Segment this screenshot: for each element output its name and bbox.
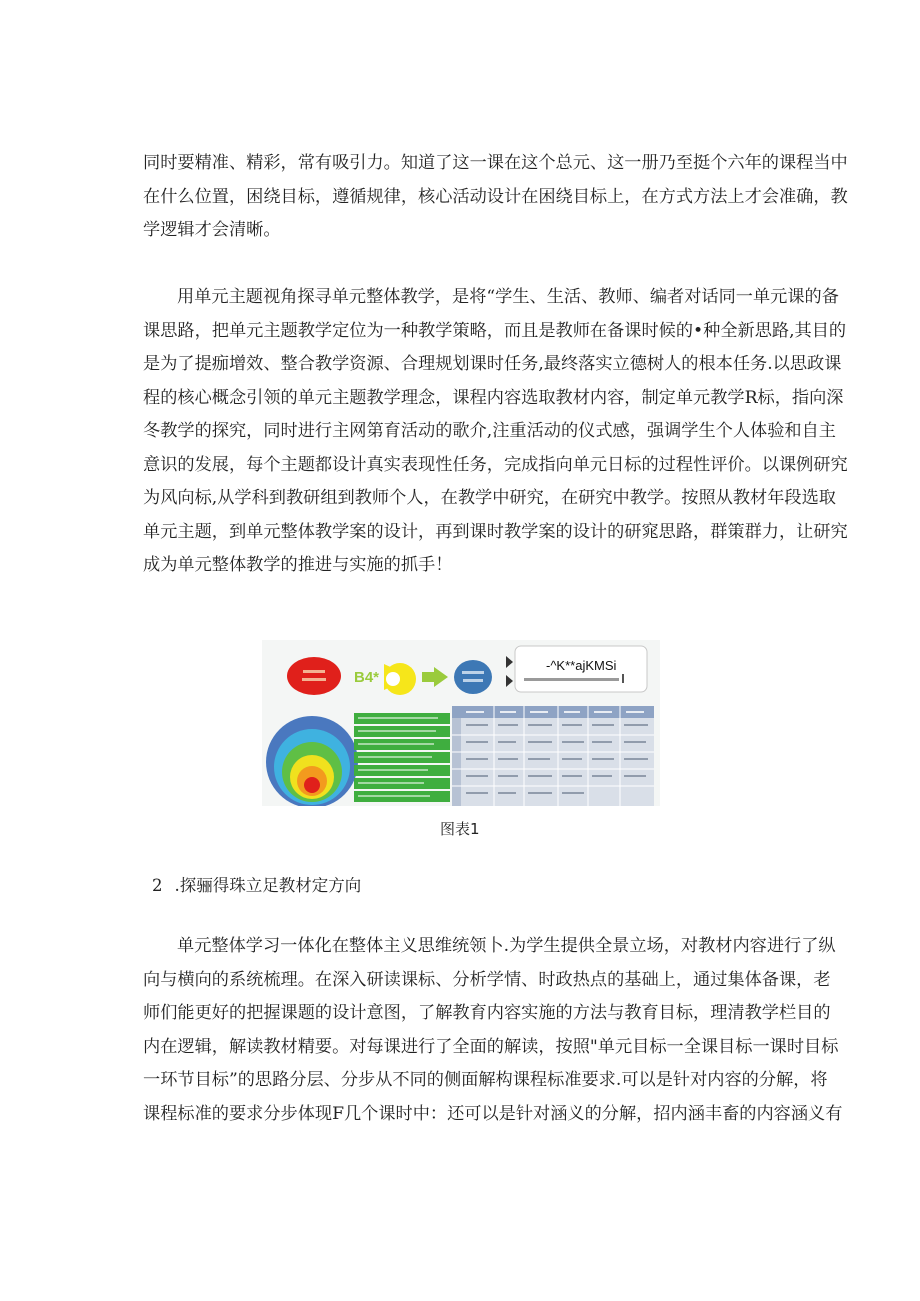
paragraph-1 <box>143 147 848 248</box>
paragraph-3 <box>143 930 843 1131</box>
figure-diagram <box>262 640 660 806</box>
section-title: .探骊得珠立足教材定方向 <box>174 876 362 895</box>
concentric-circle-6 <box>304 777 320 793</box>
paragraph-line: 是为了提痂增效、整合教学资源、合理规划课时任务,最终落实立德树人的根本任务.以思政课 <box>143 354 842 374</box>
paragraph-line: 师们能更好的把握课题的设计意图，了解教育内容实施的方法与教育目标，理清教学栏目的 <box>143 1003 831 1023</box>
paragraph-line: 用单元主题视角探寻单元整体教学，是将“学生、生活、教师、编者对话同一单元课的备 <box>177 287 839 307</box>
green-arrow-icon <box>422 667 448 687</box>
paragraph-2 <box>143 281 848 583</box>
figure-caption: 图表1 <box>440 820 480 838</box>
paragraph-line: 意识的发展，每个主题都设计真实表现性任务，完成指向单元日标的过程性评价。以课例研究 <box>143 454 848 475</box>
paragraph-line: 课程标准的要求分步体现F几个课时中：还可以是针对涵义的分解，招内涵丰畜的内容涵义有 <box>143 1103 843 1124</box>
figure-illustration <box>262 640 660 806</box>
paragraph-line: 内在逻辑，解读教材精要。对每课进行了全面的解读，按照"单元目标一全课目标一课时目标 <box>143 1036 839 1057</box>
paragraph-line: 单元整体学习一体化在整体主义思维统领卜.为学生提供全景立场，对教材内容进行了纵 <box>177 936 836 956</box>
section-number: 2 <box>152 876 163 895</box>
paragraph-line: 冬教学的探究，同时进行主网第育活动的歌介,注重活动的仪式感，强调学生个人体验和自主 <box>143 421 836 441</box>
paragraph-line: 成为单元整体教学的推进与实施的抓手！ <box>143 555 453 575</box>
section-heading <box>152 874 361 898</box>
paragraph-line: 课思路，把单元主题教学定位为一种教学策略，而且是教师在备课时候的•种全新思路,其目的 <box>143 320 847 341</box>
paragraph-line: 单元主题，到单元整体教学案的设计，再到课时教学案的设计的研窕思路，群策群力，让研究 <box>143 521 848 542</box>
figure-table <box>452 706 654 806</box>
red-oval-shape <box>287 657 341 695</box>
paragraph-line: 学逻辑才会清晰。 <box>143 220 281 240</box>
paragraph-line: 为风向标,从学科到教研组到教师个人，在教学中研究，在研究中教学。按照从教材年段选取 <box>143 488 836 508</box>
green-bar-list <box>354 713 450 802</box>
paragraph-line: 在什么位置，困绕目标，遵循规律，核心活动设计在困绕目标上，在方式方法上才会准确，教 <box>143 186 848 207</box>
paragraph-line: 一环节目标”的思路分层、分步从不同的侧面解构课程标准要求.可以是针对内容的分解，将 <box>143 1070 828 1090</box>
figure-label-b4: B4* <box>354 669 380 686</box>
paragraph-line: 同时要精准、精彩，常有吸引力。知道了这一课在这个总元、这一册乃至挺个六年的课程当中 <box>143 153 848 173</box>
paragraph-line: 程的核心概念引领的单元主题教学理念，课程内容选取教材内容，制定单元教学R标，指向深 <box>143 387 844 408</box>
paragraph-line: 向与横向的系统梳理。在深入研读课标、分析学情、时政热点的基础上，通过集体备课，老 <box>143 969 831 990</box>
figure-top-right-text: -^K**ajKMSi <box>546 658 617 673</box>
blue-oval-shape <box>454 660 492 694</box>
